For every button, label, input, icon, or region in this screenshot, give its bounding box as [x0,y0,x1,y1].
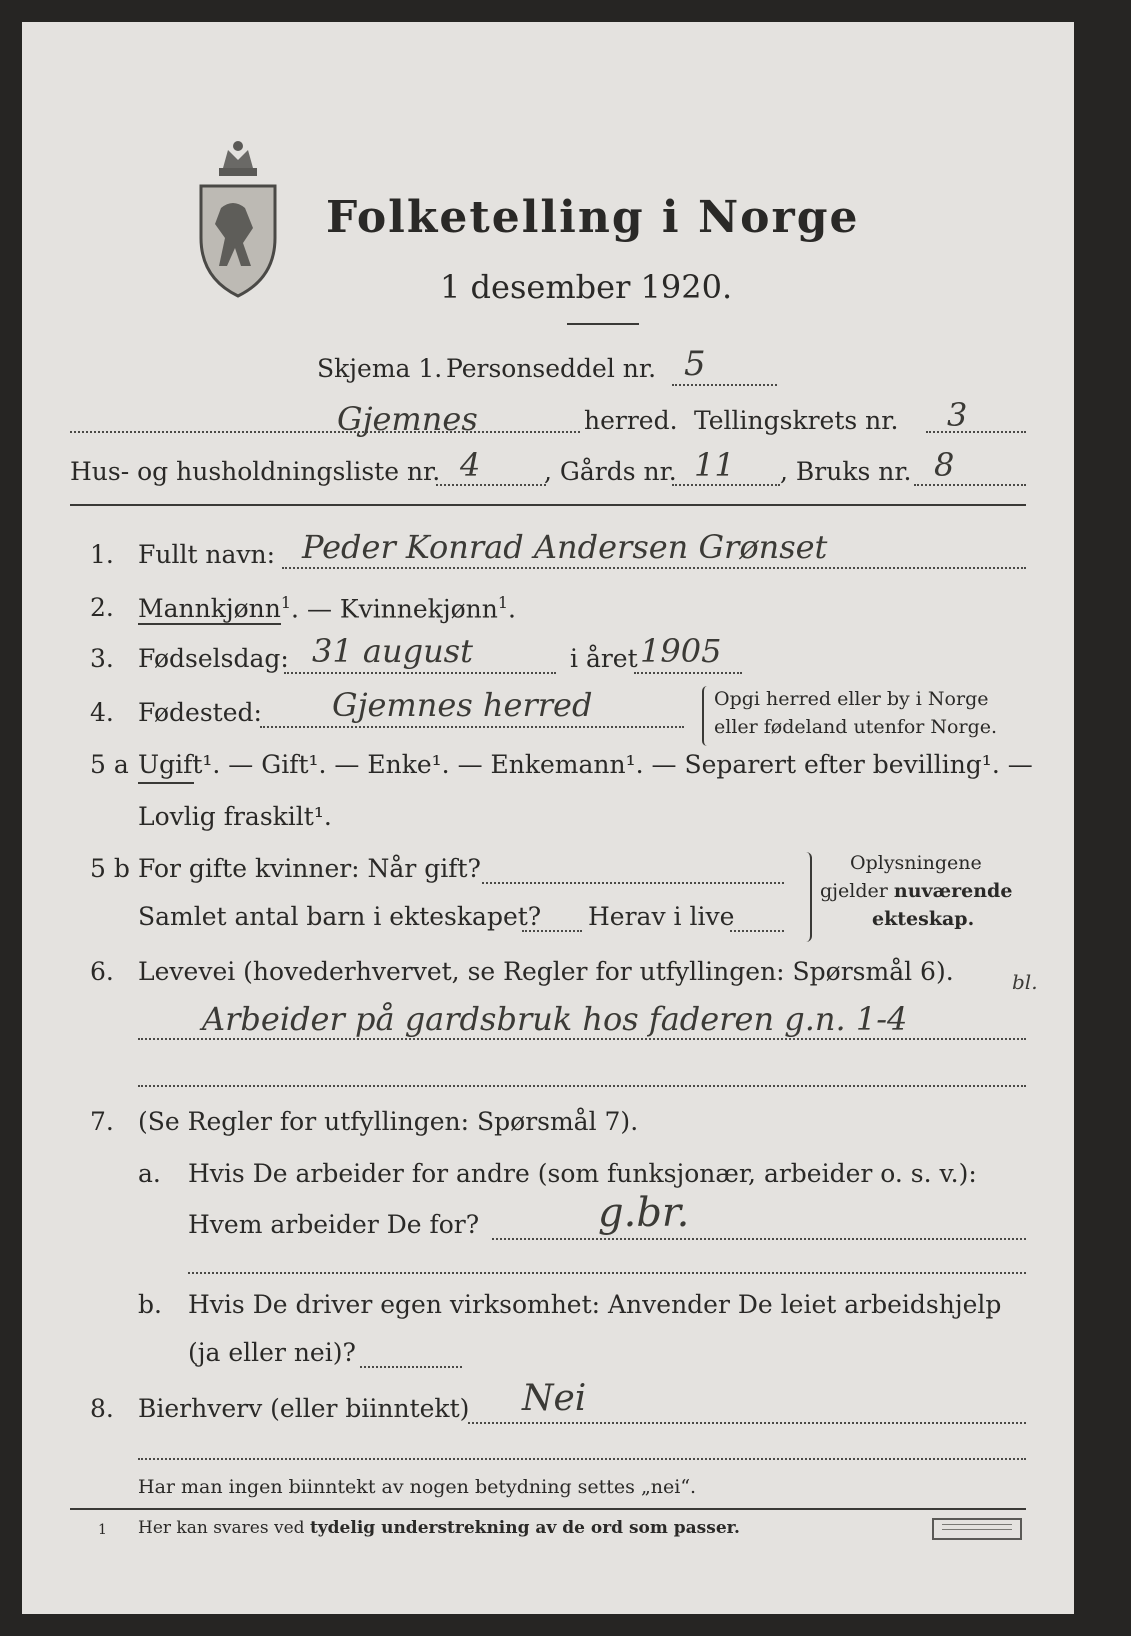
q8-number: 8. [90,1394,114,1423]
birthplace-note-2: eller fødeland utenfor Norge. [714,716,998,738]
birthdate-value: 31 august [312,632,473,670]
tellingskrets-value: 3 [947,396,968,434]
header-divider [70,504,1026,506]
herred-value: Gjemnes [337,400,478,438]
q6-number: 6. [90,957,114,986]
gards-label: , Gårds nr. [544,457,677,486]
bruks-value: 8 [934,446,955,484]
marriage-note-2: gjelder nuværende [820,880,1013,902]
marriage-note-3: ekteskap. [872,908,975,930]
q8-label: Bierhverv (eller biinntekt) [138,1394,470,1423]
footnote-number: 1 [98,1522,107,1538]
q5b-number: 5 b [90,854,130,883]
q7b-line1: Hvis De driver egen virksomhet: Anvender De leiet arbeidshjelp [188,1290,1002,1319]
q7a-line2: Hvem arbeider De for? [188,1210,480,1239]
birthplace-note-1: Opgi herred eller by i Norge [714,688,989,710]
q2-number: 2. [90,593,114,622]
occupation-extra: bl. [1012,970,1038,994]
tellingskrets-label: Tellingskrets nr. [694,406,899,435]
married-when-label: For gifte kvinner: Når gift? [138,854,481,883]
q1-number: 1. [90,540,114,569]
q3-number: 3. [90,644,114,673]
gender-female: . — Kvinnekjønn [291,594,498,624]
husholdningsliste-label: Hus- og husholdningsliste nr. [70,457,441,486]
marriage-note-1: Oplysningene [850,852,982,874]
children-label: Samlet antal barn i ekteskapet? [138,902,542,931]
birth-year-value: 1905 [640,632,722,670]
coat-of-arms-icon [193,138,283,298]
side-income-note: Har man ingen biinntekt av nogen betydning settes „nei“. [138,1476,697,1498]
employer-value: g.br. [598,1190,690,1236]
side-income-value: Nei [522,1378,587,1419]
q4-label: Fødested: [138,698,262,727]
footnote-text: Her kan svares ved tydelig understrekning av de ord som passer. [138,1518,740,1538]
personseddel-value: 5 [684,344,706,384]
ugift-underline [138,782,194,784]
husholdningsliste-value: 4 [460,446,481,484]
q7a-line1: Hvis De arbeider for andre (som funksjonær, arbeider o. s. v.): [188,1159,977,1188]
children-alive-label: Herav i live [588,902,735,931]
q7b-number: b. [138,1290,162,1319]
bruks-label: , Bruks nr. [780,457,912,486]
q7-number: 7. [90,1107,114,1136]
occupation-value: Arbeider på gardsbruk hos faderen g.n. 1-4 [202,1000,908,1038]
q7b-line2: (ja eller nei)? [188,1338,356,1367]
marital-status-divorced: Lovlig fraskilt¹. [138,802,332,831]
title-divider [567,323,639,325]
gender-male: Mannkjønn [138,594,281,624]
marital-status-options: Ugift¹. — Gift¹. — Enke¹. — Enkemann¹. — Separert efter bevilling¹. — [138,750,1033,779]
gender-options: Mannkjønn$^1$. — Kvinnekjønn$^1$. [138,593,516,624]
gards-value: 11 [694,446,735,484]
year-label: i året [570,644,638,673]
herred-label: herred. [584,406,678,435]
q5a-number: 5 a [90,750,129,779]
printer-stamp [932,1518,1022,1540]
q6-label: Levevei (hovederhvervet, se Regler for utfyllingen: Spørsmål 6). [138,957,954,986]
q4-number: 4. [90,698,114,727]
birthplace-value: Gjemnes herred [332,686,593,724]
q7-label: (Se Regler for utfyllingen: Spørsmål 7). [138,1107,639,1136]
schema-label: Skjema 1. [317,354,443,383]
footer-divider [70,1508,1026,1510]
census-form [22,22,1074,1614]
q1-label: Fullt navn: [138,540,276,569]
full-name-value: Peder Konrad Andersen Grønset [302,528,828,566]
q7a-number: a. [138,1159,161,1188]
q3-label: Fødselsdag: [138,644,289,673]
census-date: 1 desember 1920. [440,268,733,306]
form-title: Folketelling i Norge [326,192,860,243]
personseddel-label: Personseddel nr. [446,354,657,383]
